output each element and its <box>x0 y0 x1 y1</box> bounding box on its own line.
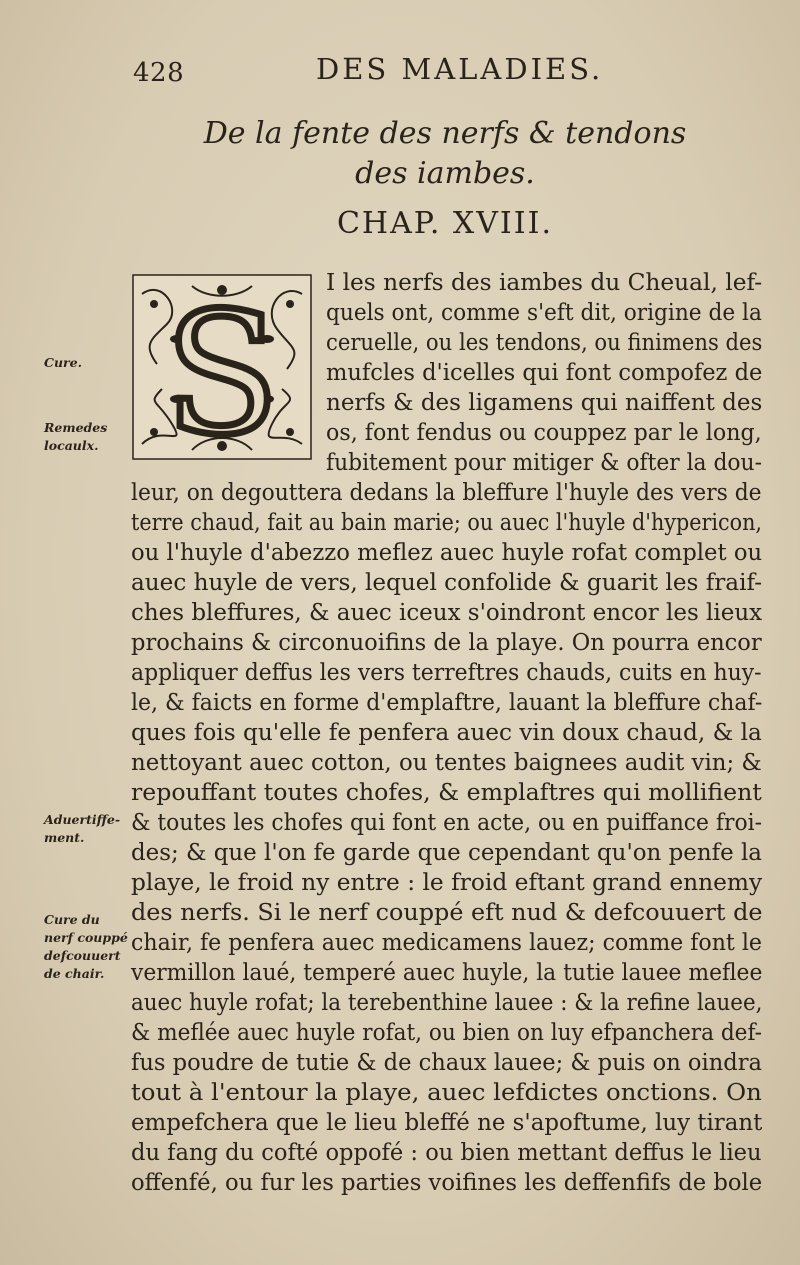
body-line: os, font fendus ou couppez par le long, <box>326 420 762 446</box>
margin-note-remedes-2: locaulx. <box>44 438 99 453</box>
body-line: ques fois qu'elle fe penfera auec vin doux chaud, & la <box>131 720 762 746</box>
body-line: prochains & circonuoifins de la playe. On pourra encor <box>131 630 762 656</box>
chapter-title-line-2: des iambes. <box>355 156 535 191</box>
body-line: leur, on degouttera dedans la bleffure l'huyle des vers de <box>131 480 762 506</box>
margin-note-cure-nerf-4: de chair. <box>44 966 105 981</box>
body-line: des; & que l'on fe garde que cependant qu'on penfe la <box>131 840 762 866</box>
drop-cap-letter: S <box>164 276 280 460</box>
running-head: DES MALADIES. <box>316 52 604 86</box>
body-line: auec huyle de vers, lequel confolide & guarit les fraif- <box>131 570 763 596</box>
margin-note-aduertissement-2: ment. <box>44 830 85 845</box>
body-line: quels ont, comme s'eft dit, origine de la <box>326 300 762 326</box>
body-line: le, & faicts en forme d'emplaftre, lauant la bleffure chaf- <box>131 690 763 716</box>
body-line: appliquer deffus les vers terreftres chauds, cuits en huy- <box>131 660 762 686</box>
margin-note-cure-nerf-3: defcouuert <box>44 948 121 963</box>
body-line: auec huyle rofat; la terebenthine lauee : & la refine lauee, <box>131 990 763 1016</box>
page-number: 428 <box>133 58 185 88</box>
margin-note-cure: Cure. <box>44 355 82 370</box>
body-line: nettoyant auec cotton, ou tentes baignees audit vin; & <box>131 750 762 776</box>
body-line: tout à l'entour la playe, auec lefdictes onctions. On <box>131 1080 762 1106</box>
chapter-title-line-1: De la fente des nerfs & tendons <box>203 116 687 151</box>
body-line: du fang du cofté oppofé : ou bien mettant deffus le lieu <box>131 1140 762 1166</box>
body-line: vermillon laué, temperé auec huyle, la tutie lauee meflee <box>131 960 763 986</box>
body-line: playe, le froid ny entre : le froid eftant grand ennemy <box>131 870 763 896</box>
body-line: nerfs & des ligamens qui naiffent des <box>326 390 763 416</box>
body-line: terre chaud, fait au bain marie; ou auec l'huyle d'hypericon, <box>131 510 762 536</box>
margin-note-aduertissement-1: Aduertiffe- <box>44 812 121 827</box>
body-line: offenfé, ou fur les parties voifines les deffenfifs de bole <box>131 1170 763 1196</box>
body-line: mufcles d'icelles qui font compofez de <box>326 360 763 386</box>
body-line: fubitement pour mitiger & ofter la dou- <box>326 450 762 476</box>
chapter-heading: CHAP. XVIII. <box>336 206 554 241</box>
body-line: empefchera que le lieu bleffé ne s'apoftume, luy tirant <box>131 1110 763 1136</box>
margin-note-cure-nerf-2: nerf couppé <box>44 930 128 945</box>
body-line: chair, fe penfera auec medicamens lauez; comme font le <box>131 930 762 956</box>
body-line: ceruelle, ou les tendons, ou finimens des <box>326 330 763 356</box>
body-line: fus poudre de tutie & de chaux lauee; & puis on oindra <box>131 1050 762 1076</box>
body-line: ou l'huyle d'abezzo meflez auec huyle rofat complet ou <box>131 540 763 566</box>
body-line: & meflée auec huyle rofat, ou bien on luy efpanchera def- <box>131 1020 762 1046</box>
body-line: ches bleffures, & auec iceux s'oindront encor les lieux <box>131 600 763 626</box>
body-line: repouffant toutes chofes, & emplaftres qui mollifient <box>131 780 762 806</box>
body-line: & toutes les chofes qui font en acte, ou en puiffance froi- <box>131 810 763 836</box>
body-line: I les nerfs des iambes du Cheual, lef- <box>326 270 763 296</box>
margin-note-cure-nerf-1: Cure du <box>44 912 100 927</box>
ornamental-drop-cap-s <box>132 274 312 460</box>
body-line: des nerfs. Si le nerf couppé eft nud & defcouuert de <box>131 900 763 926</box>
margin-note-remedes-1: Remedes <box>44 420 108 435</box>
